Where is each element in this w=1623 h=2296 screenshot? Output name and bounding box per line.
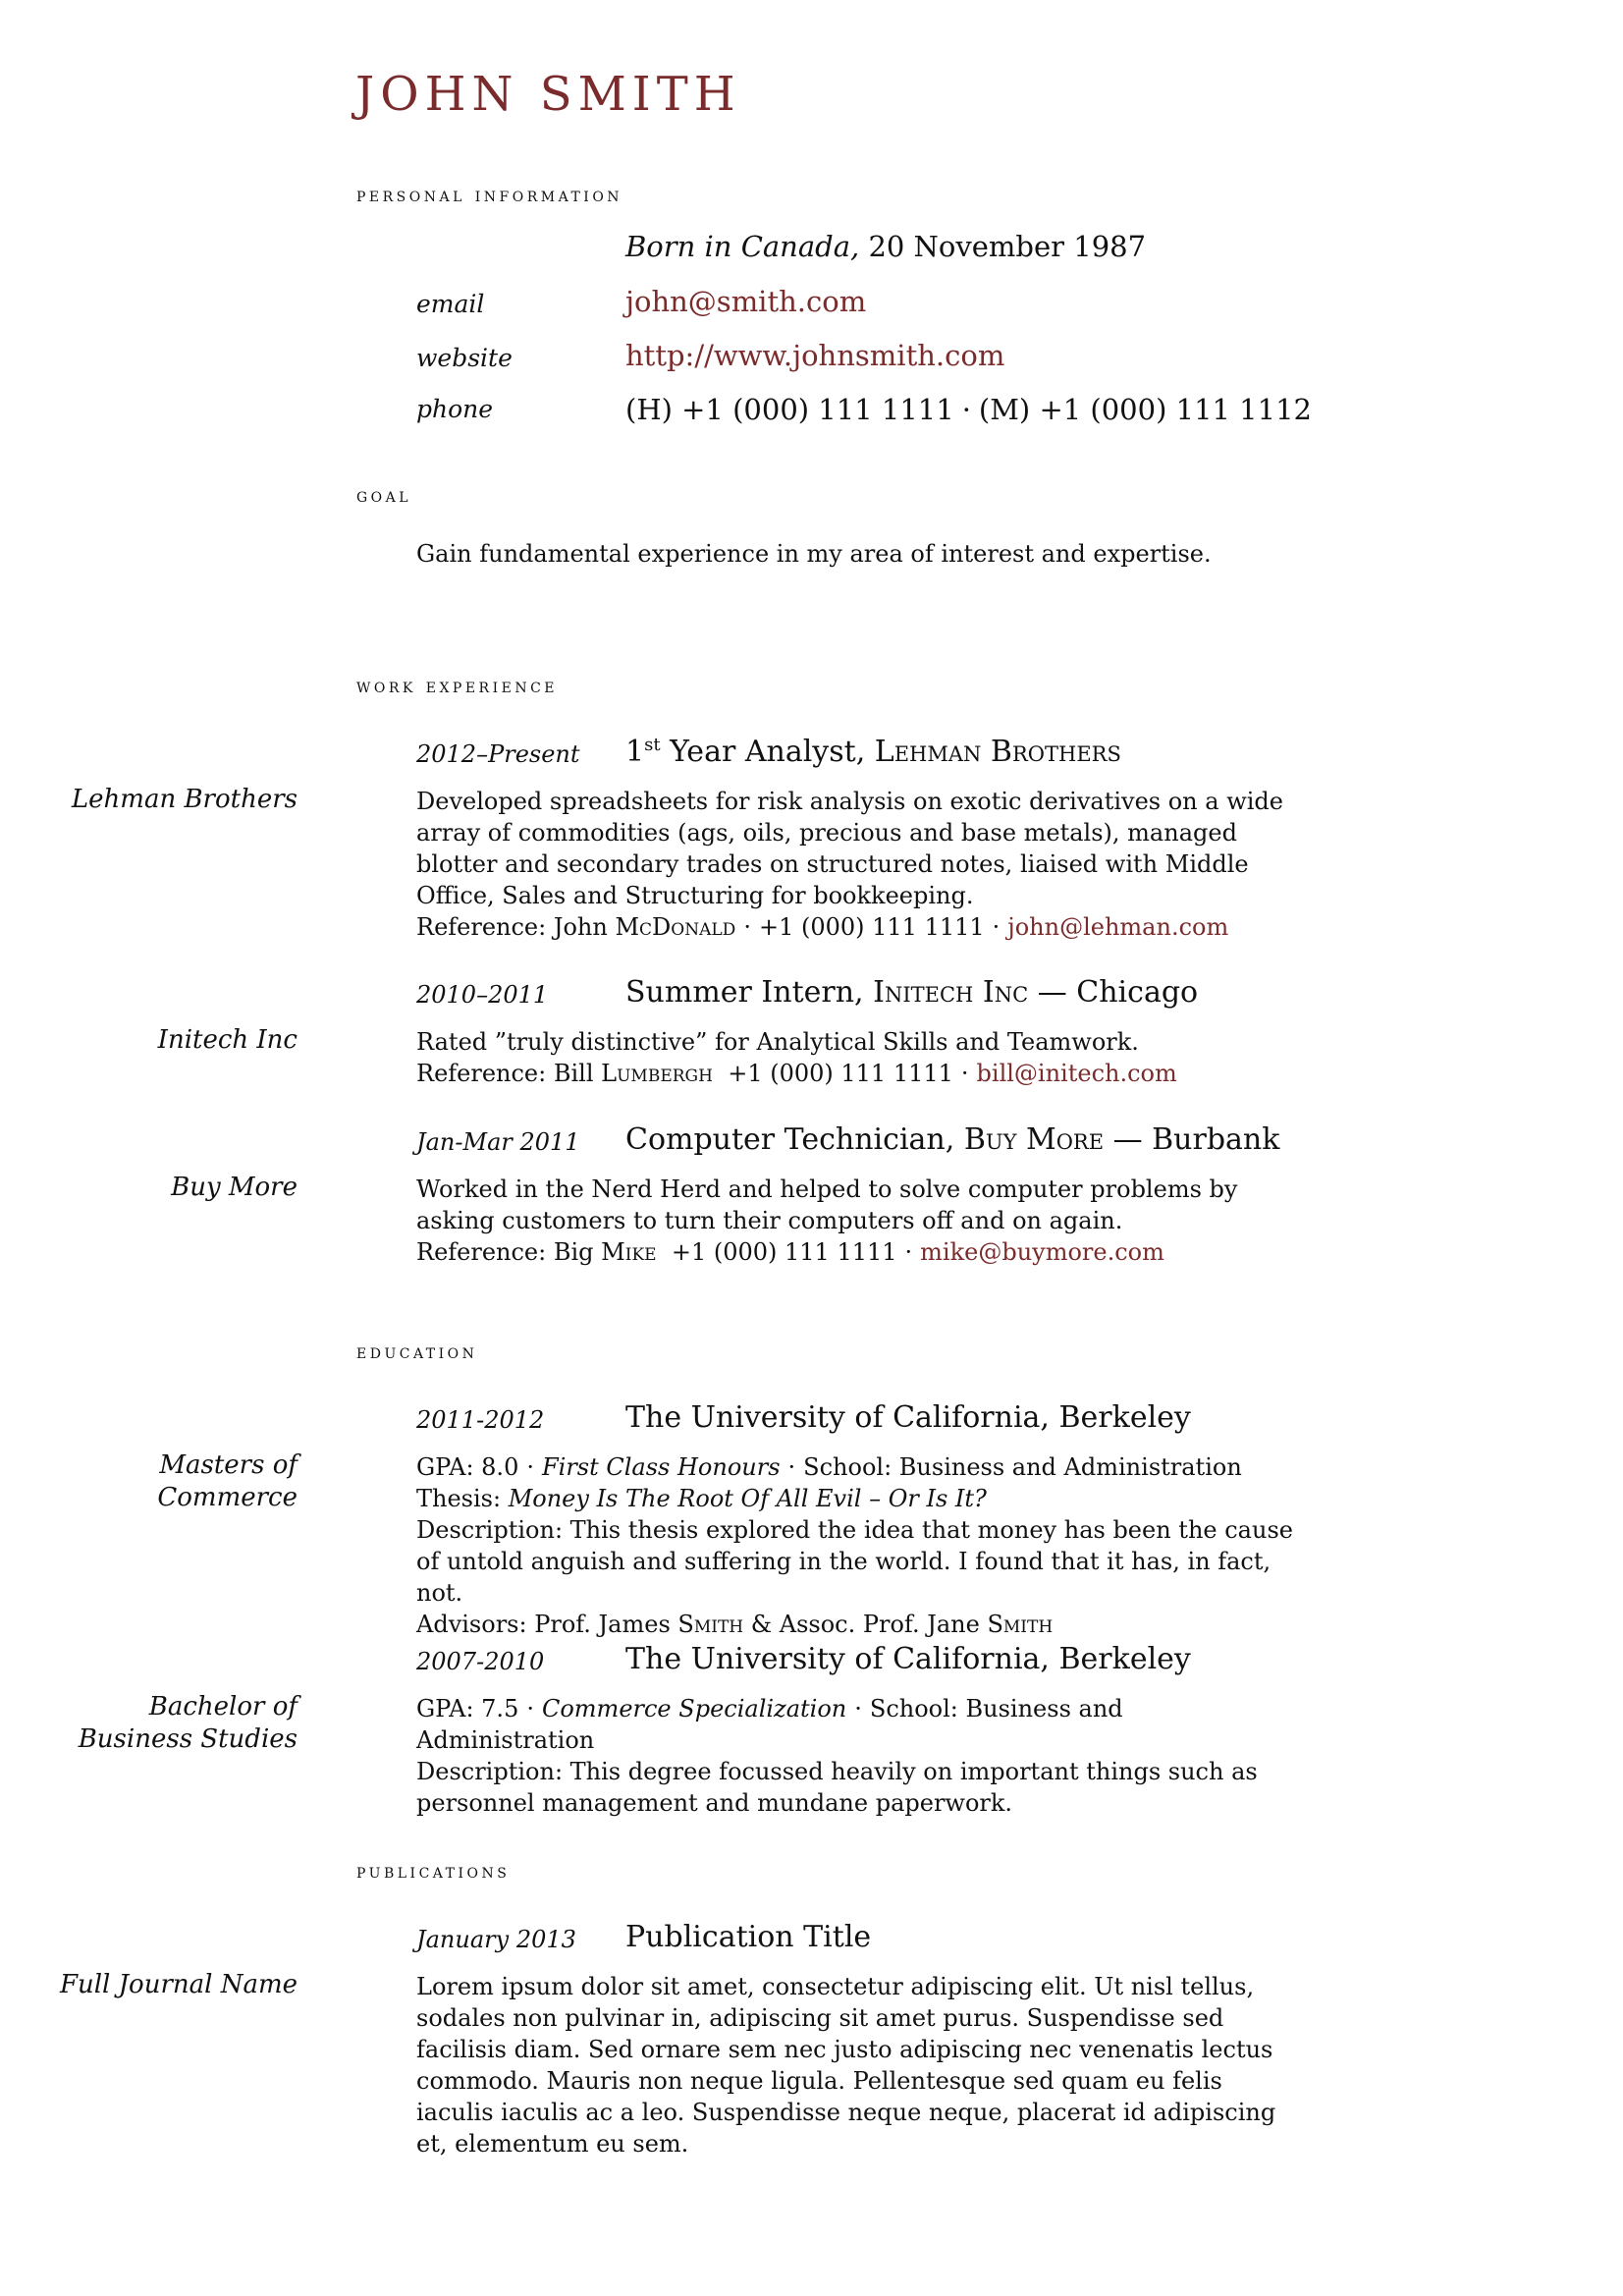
thesis-title: Money Is The Root Of All Evil – Or Is It? <box>508 1485 987 1512</box>
title-company: Initech Inc <box>873 975 1029 1010</box>
advisor-b: & Assoc. Prof. Jane <box>743 1611 988 1638</box>
ref-label: Reference: John <box>416 913 616 941</box>
birth-place: Born in Canada, <box>625 230 860 263</box>
title-company: Buy More <box>963 1122 1105 1157</box>
work-date: 2012–Present <box>416 740 580 768</box>
ref-phone: +1 (000) 111 1111 <box>671 1238 897 1266</box>
publication-date: January 2013 <box>416 1926 576 1953</box>
title-ordinal-suffix: st <box>644 735 661 755</box>
email-label: email <box>416 290 485 318</box>
title-role: Summer Intern, <box>625 975 874 1010</box>
advisor-b-surname: Smith <box>987 1611 1054 1638</box>
ref-email-link[interactable]: john@lehman.com <box>1007 913 1229 941</box>
work-reference <box>416 1236 1300 1268</box>
work-date: Jan-Mar 2011 <box>416 1128 580 1156</box>
ref-label: Reference: Big <box>416 1238 602 1266</box>
section-goal: goal <box>356 483 412 507</box>
separator-dot: · <box>960 1060 969 1087</box>
phone-numbers <box>625 393 1312 426</box>
separator-dot: · <box>743 913 751 941</box>
degree-line: Commerce <box>157 1483 298 1512</box>
education-description <box>416 1451 1300 1640</box>
work-description <box>416 1026 1300 1089</box>
work-side-label: Buy More <box>171 1173 298 1202</box>
work-title <box>625 1122 1279 1157</box>
work-desc-text: Rated ”truly distinctive” for Analytical Skills and Teamwork. <box>416 1028 1139 1056</box>
honours: First Class Honours <box>541 1453 781 1481</box>
title-company: Lehman Brothers <box>874 735 1121 769</box>
goal-text: Gain fundamental experience in my area of interest and expertise. <box>416 540 1212 568</box>
work-desc-text: Worked in the Nerd Herd and helped to solve computer problems by asking customers to turn their computers off and on again. <box>416 1175 1238 1234</box>
cv-name: JOHN SMITH <box>355 67 741 122</box>
education-desc-text: Description: This degree focussed heavily on important things such as personnel management and mundane paperwork. <box>416 1758 1258 1817</box>
gpa: GPA: 8.0 <box>416 1453 519 1481</box>
separator-dot: · <box>854 1695 862 1722</box>
degree-line: Bachelor of <box>148 1692 298 1722</box>
education-desc-text: Description: This thesis explored the idea that money has been the cause of untold anguish and suffering in the world. I found that it has, in fact, not. <box>416 1516 1293 1607</box>
degree-line: Masters of <box>159 1450 298 1480</box>
ref-email-link[interactable]: mike@buymore.com <box>920 1238 1164 1266</box>
honours: Commerce Specialization <box>541 1695 847 1722</box>
title-role: Year Analyst, <box>660 735 875 769</box>
work-side-label: Lehman Brothers <box>71 785 298 814</box>
school: School: Business and Administration <box>803 1453 1242 1481</box>
ref-email-link[interactable]: bill@initech.com <box>976 1060 1177 1087</box>
advisors-line <box>416 1609 1300 1640</box>
ref-surname: Lumbergh <box>601 1060 713 1087</box>
gpa: GPA: 7.5 <box>416 1695 519 1722</box>
section-education: education <box>356 1339 478 1363</box>
title-location: — Chicago <box>1028 975 1199 1010</box>
ref-surname: Mike <box>601 1238 657 1266</box>
ref-surname: McDonald <box>615 913 736 941</box>
separator-dot: · <box>526 1695 534 1722</box>
section-publications: publications <box>356 1859 511 1883</box>
education-title: The University of California, Berkeley <box>625 1400 1191 1435</box>
work-title <box>625 735 1121 769</box>
publication-title: Publication Title <box>625 1920 872 1954</box>
degree-line: Business Studies <box>78 1724 298 1754</box>
publication-description: Lorem ipsum dolor sit amet, consectetur adipiscing elit. Ut nisl tellus, sodales non pulvinar in, adipiscing sit amet purus. Suspendisse sed facilisis diam. Sed ornare sem nec justo adipiscing nec venenatis lectus commodo. Mauris non neque ligula. Pellentesque sed quam eu felis iaculis iaculis ac a leo. Suspendisse neque neque, placerat id adipiscing et, elementum eu sem. <box>416 1973 1276 2158</box>
ref-phone: +1 (000) 111 1111 <box>728 1060 953 1087</box>
education-date: 2011-2012 <box>416 1406 545 1434</box>
education-date: 2007-2010 <box>416 1648 545 1675</box>
work-reference <box>416 1058 1300 1089</box>
thesis-line <box>416 1483 1300 1514</box>
work-description <box>416 786 1300 943</box>
separator-dot: · <box>904 1238 913 1266</box>
email-link[interactable]: john@smith.com <box>625 285 867 318</box>
website-label: website <box>416 344 513 372</box>
title-location: — Burbank <box>1104 1122 1280 1157</box>
education-gpa-line <box>416 1451 1300 1483</box>
work-reference <box>416 911 1300 943</box>
birth-date: 20 November 1987 <box>868 230 1147 263</box>
separator-dot: · <box>992 913 1001 941</box>
work-desc-text: Developed spreadsheets for risk analysis on exotic derivatives on a wide array of commodities (ags, oils, precious and base metals), managed blotter and secondary trades on structured notes, liaised with Middle Office, Sales and Structuring for bookkeeping. <box>416 788 1283 909</box>
separator-dot: · <box>787 1453 796 1481</box>
separator-dot: · <box>526 1453 534 1481</box>
education-degree <box>0 1449 298 1514</box>
section-work-experience: work experience <box>356 674 559 697</box>
website-link[interactable]: http://www.johnsmith.com <box>625 339 1005 372</box>
work-title <box>625 975 1198 1010</box>
advisor-a: Advisors: Prof. James <box>416 1611 678 1638</box>
education-title: The University of California, Berkeley <box>625 1642 1191 1676</box>
title-ordinal: 1 <box>625 735 645 769</box>
work-description <box>416 1174 1300 1268</box>
education-degree <box>0 1691 298 1756</box>
work-date: 2010–2011 <box>416 981 549 1009</box>
birth-info <box>625 230 1146 263</box>
phone-home: (H) +1 (000) 111 1111 <box>625 393 954 426</box>
school: School: Business and Administration <box>416 1695 1123 1754</box>
education-description <box>416 1693 1300 1819</box>
work-side-label: Initech Inc <box>157 1025 298 1055</box>
publication-journal: Full Journal Name <box>59 1970 298 1999</box>
education-gpa-line <box>416 1693 1300 1756</box>
section-personal-information: personal information <box>356 183 623 206</box>
separator-dot: · <box>961 393 971 426</box>
thesis-label: Thesis: <box>416 1485 509 1512</box>
advisor-a-surname: Smith <box>677 1611 744 1638</box>
phone-mobile: (M) +1 (000) 111 1112 <box>978 393 1312 426</box>
title-role: Computer Technician, <box>625 1122 964 1157</box>
ref-label: Reference: Bill <box>416 1060 602 1087</box>
ref-phone: +1 (000) 111 1111 <box>758 913 985 941</box>
phone-label: phone <box>416 395 494 423</box>
